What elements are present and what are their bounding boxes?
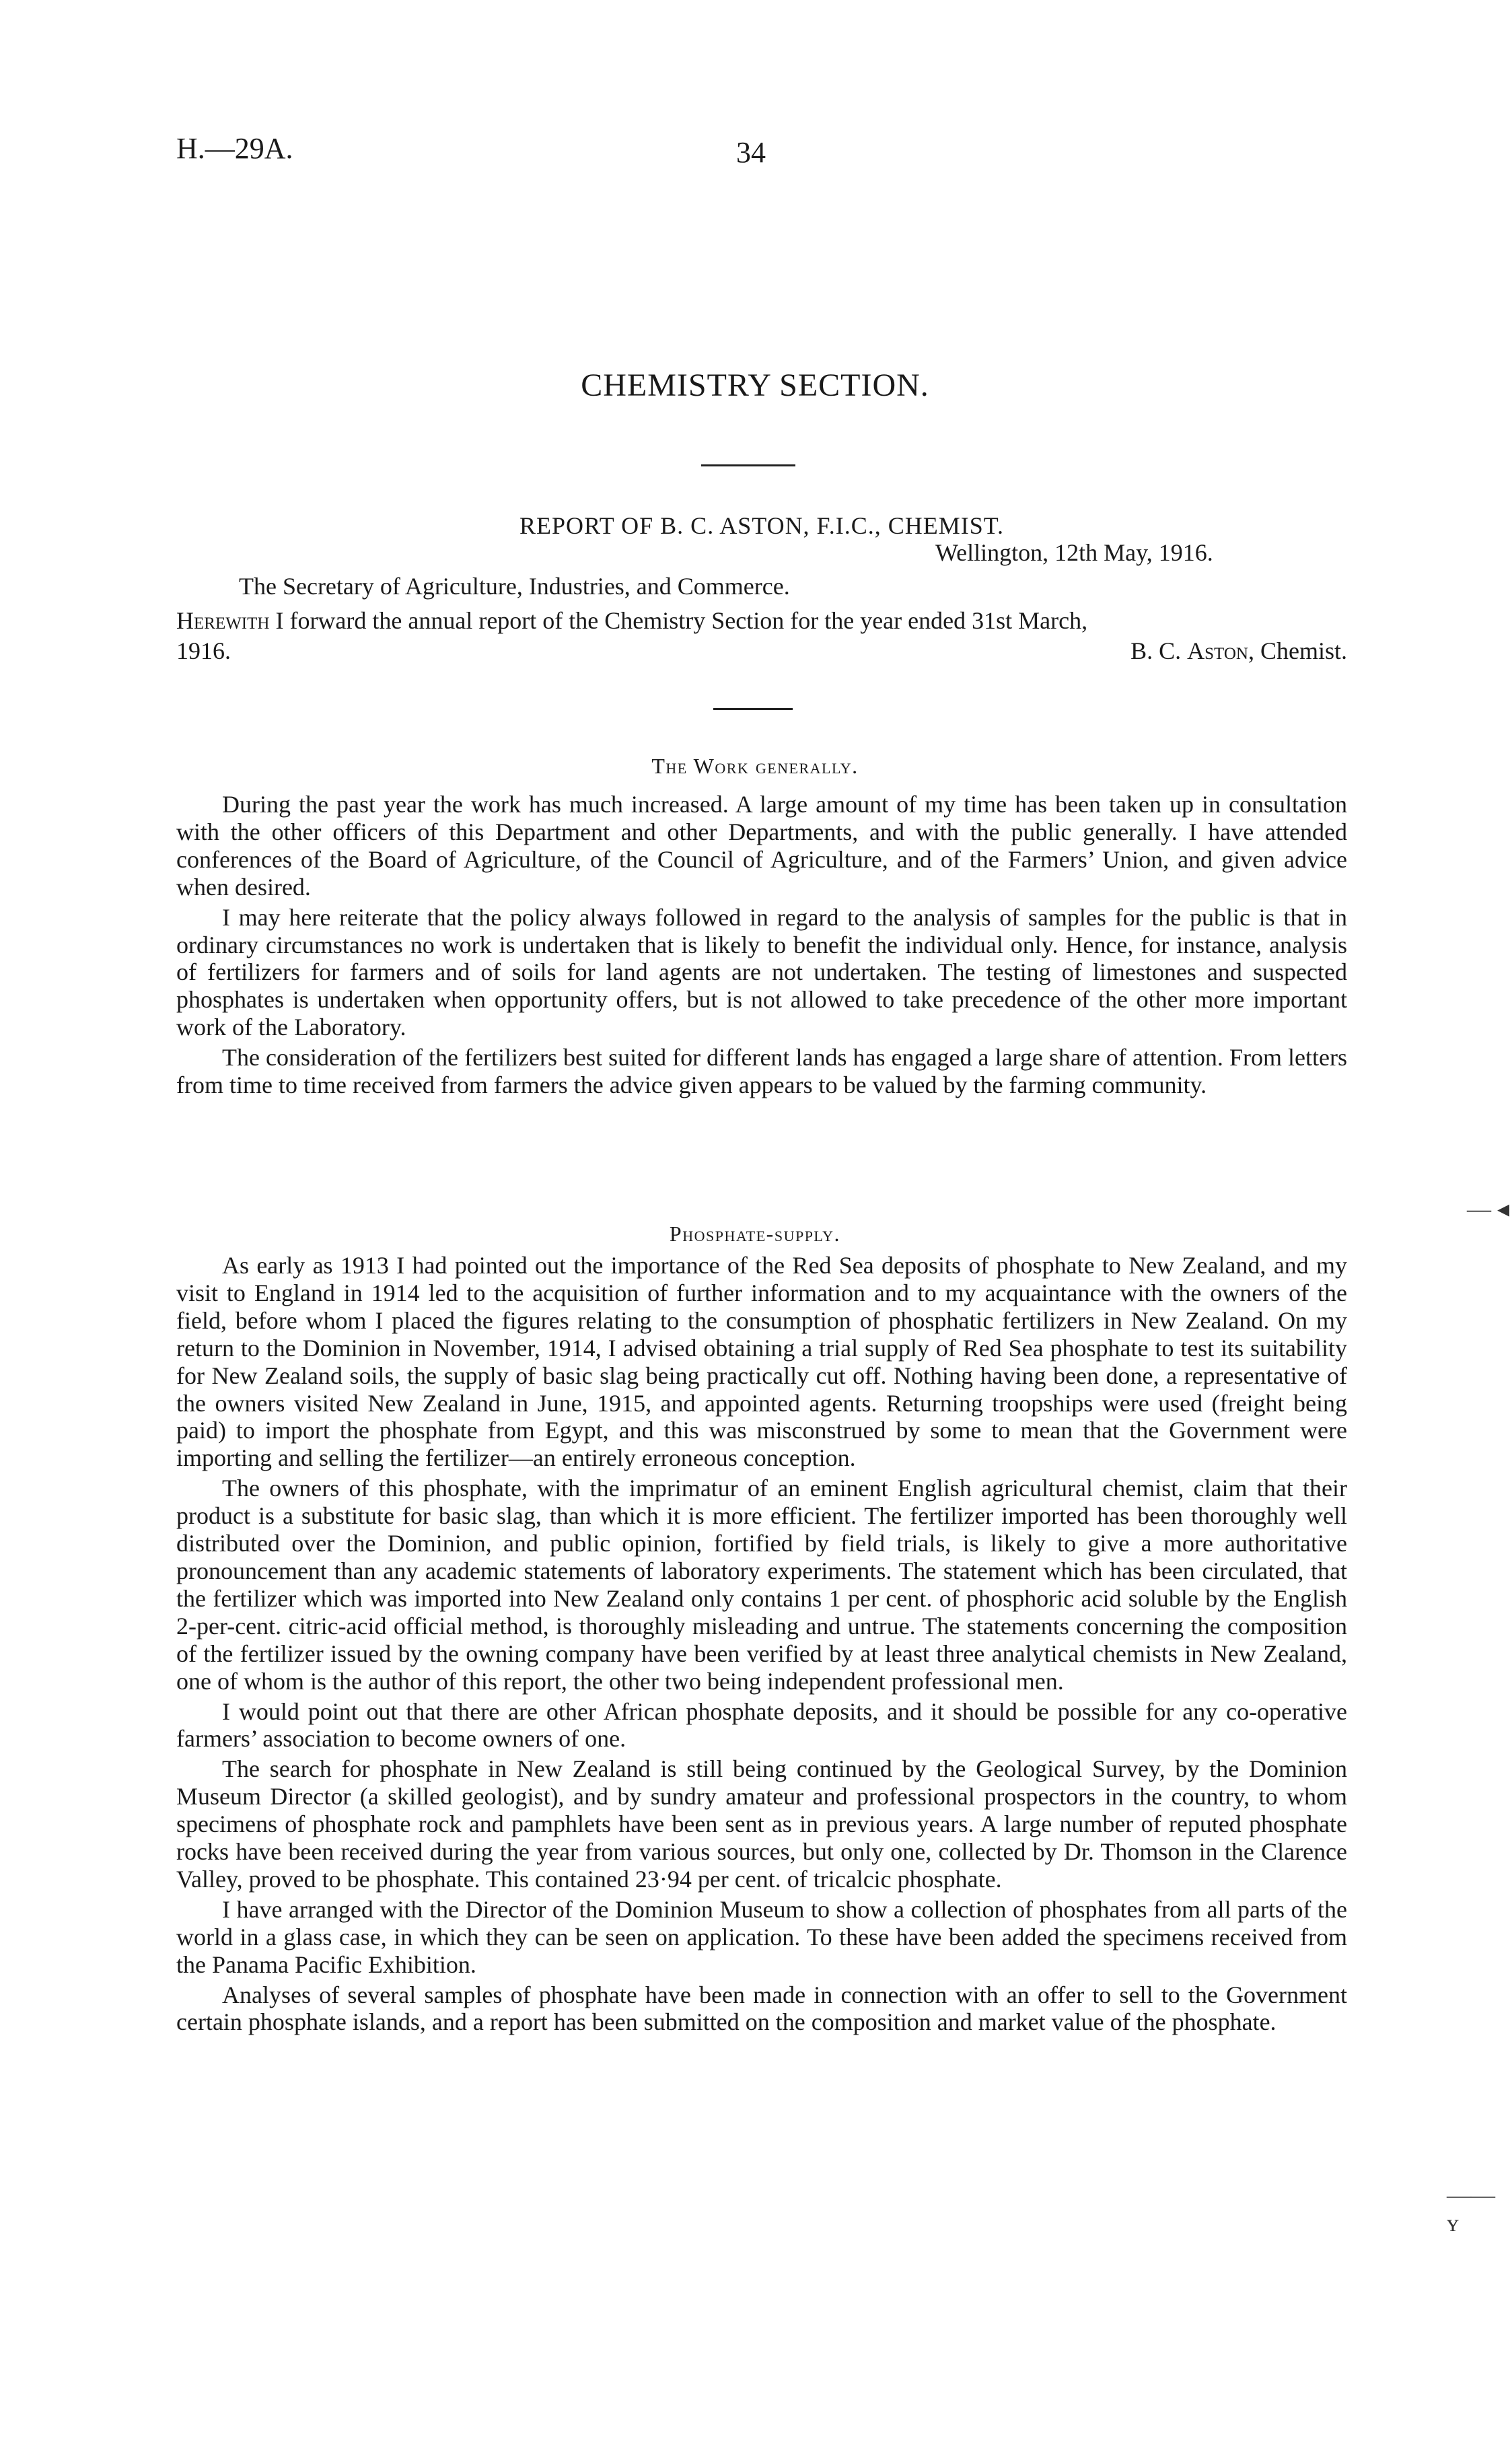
divider-rule [713, 708, 793, 710]
letter-year: 1916. [176, 637, 231, 664]
addressee: The Secretary of Agriculture, Industries, and Commerce. [239, 573, 790, 600]
letter-body [176, 606, 1347, 636]
signature-title: , Chemist. [1248, 637, 1347, 664]
paragraph: Analyses of several samples of phosphate have been made in connection with an offer to sell to the Government certain phosphate islands, and a report has been submitted on the composition and market value of the phosphate. [176, 1981, 1347, 2036]
section-heading: Phosphate-supply. [669, 1222, 841, 1246]
signature-line [176, 636, 1347, 666]
section-body [176, 791, 1347, 1102]
section-body [176, 1252, 1347, 2039]
divider-rule [701, 464, 795, 466]
paragraph: The consideration of the fertilizers best suited for different lands has engaged a large share of attention. From letters from time to time received from farmers the advice given appears to be valued by the farming community. [176, 1044, 1347, 1099]
opening-word: Herewith [176, 607, 270, 634]
dateline: Wellington, 12th May, 1916. [935, 539, 1213, 566]
report-heading: REPORT OF B. C. ASTON, F.I.C., CHEMIST. [519, 512, 1005, 539]
cover-letter [176, 606, 1347, 666]
document-code: H.—29A. [176, 132, 293, 165]
paragraph: The search for phosphate in New Zealand is still being continued by the Geological Survey, by the Dominion Museum Director (a skilled geologist), and by sundry amateur and professional prospectors in the country, to whom specimens of phosphate rock and pamphlets have been sent as in previous years. A large number of reputed phosphate rocks have been received during the year from various sources, but only one, collected by Dr. Thomson in the Clarence Valley, proved to be phosphate. This contained 23·94 per cent. of tricalcic phosphate. [176, 1755, 1347, 1893]
signature-initials: B. C. [1130, 637, 1182, 664]
paragraph: During the past year the work has much increased. A large amount of my time has been taken up in consultation with the other officers of this Department and other Departments, and with the public generally. I have attended conferences of the Board of Agriculture, of the Council of Agriculture, and of the Farmers’ Union, and given advice when desired. [176, 791, 1347, 901]
signature [1130, 636, 1347, 666]
section-heading: The Work generally. [651, 754, 859, 778]
letter-text: I forward the annual report of the Chemistry Section for the year ended 31st March, [269, 607, 1088, 634]
signature-name: Aston [1187, 637, 1248, 664]
paragraph: I would point out that there are other African phosphate deposits, and it should be possible for any co-operative farmers’ association to become owners of one. [176, 1697, 1347, 1753]
paragraph: As early as 1913 I had pointed out the importance of the Red Sea deposits of phosphate to New Zealand, and my visit to England in 1914 led to the acquisition of further information and to my acquaintance with the owners of the field, before whom I placed the figures relating to the consumption of phosphatic fertilizers in New Zealand. On my return to the Dominion in November, 1914, I advised obtaining a trial supply of Red Sea phosphate to test its suitability for New Zealand soils, the supply of basic slag being practically cut off. Nothing having been done, a representative of the owners visited New Zealand in June, 1915, and appointed agents. Returning troopships were used (freight being paid) to import the phosphate from Egypt, and this was misconstrued by some to mean that the Government were importing and selling the fertilizer—an entirely erroneous conception. [176, 1252, 1347, 1472]
margin-mark: —— ʏ [1447, 2181, 1495, 2237]
section-title: CHEMISTRY SECTION. [581, 367, 929, 403]
paragraph: The owners of this phosphate, with the imprimatur of an eminent English agricultural chemist, claim that their product is a substitute for basic slag, than which it is more efficient. The fertilizer imported has been thoroughly well distributed over the Dominion, and public opinion, fortified by field trials, is likely to give a more authoritative pronouncement than any academic statements of laboratory experiments. The statement which has been circulated, that the fertilizer which was imported into New Zealand only contains 1 per cent. of phosphoric acid soluble by the English 2-per-cent. citric-acid official method, is thoroughly misleading and untrue. The statements concerning the composition of the fertilizer issued by the owning company have been verified by at least three analytical chemists in New Zealand, one of whom is the author of this report, the other two being independent professional men. [176, 1475, 1347, 1695]
running-head [176, 131, 1347, 172]
page-number: 34 [736, 136, 766, 169]
paragraph: I have arranged with the Director of the Dominion Museum to show a collection of phosphates from all parts of the world in a glass case, in which they can be seen on application. To these have been added the specimens received from the Panama Pacific Exhibition. [176, 1895, 1347, 1978]
margin-mark: — ◂ [1467, 1195, 1510, 1222]
paragraph: I may here reiterate that the policy always followed in regard to the analysis of samples for the public is that in ordinary circumstances no work is undertaken that is likely to benefit the individual only. Hence, for instance, analysis of fertilizers for farmers and of soils for land agents are not undertaken. The testing of limestones and suspected phosphates is undertaken when opportunity offers, but is not allowed to take precedence of the other more important work of the Laboratory. [176, 903, 1347, 1041]
